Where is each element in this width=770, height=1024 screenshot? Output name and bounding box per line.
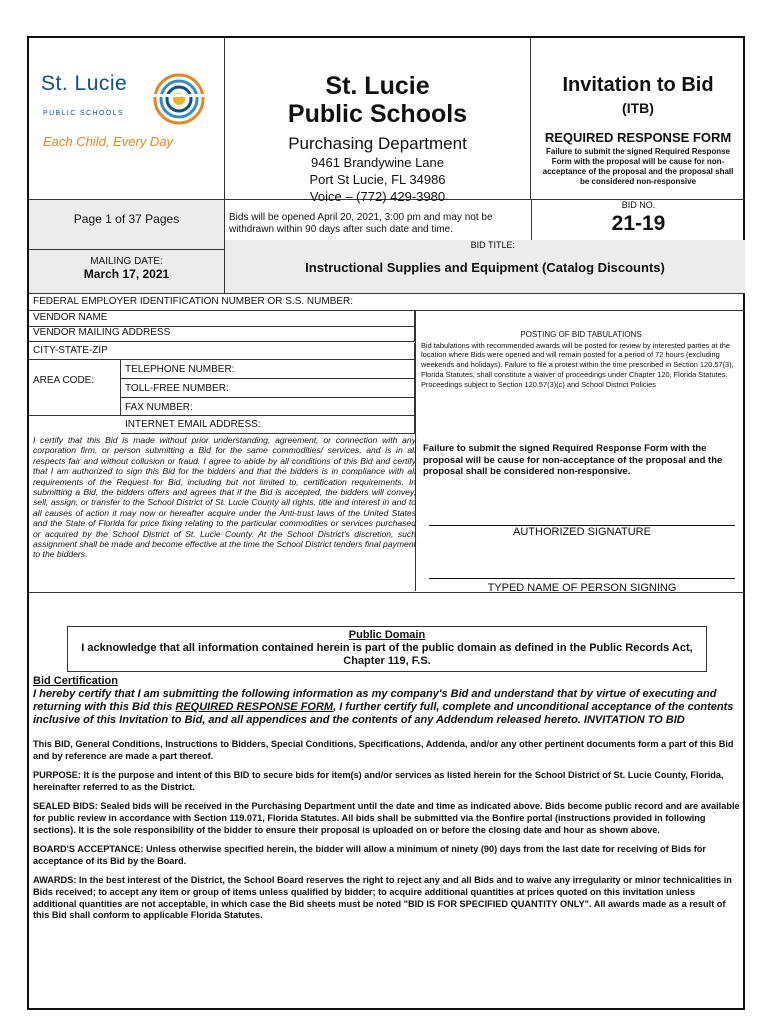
itb-note: Failure to submit the signed Required Response Form with the proposal will be cause for non-acceptance of the proposal and the proposal shall be considered non-responsive xyxy=(542,147,734,186)
posting-notice xyxy=(421,330,741,389)
terms-paragraph-documents: This BID, General Conditions, Instructions to Bidders, Special Conditions, Specifications, Addenda, and/or any other pertinent documents form a part of this Bid and by reference are made a part thereof. xyxy=(33,739,734,761)
org-name-line2: Public Schools xyxy=(287,100,468,128)
bid-number-label: BID NO. xyxy=(621,200,656,210)
mailing-date: March 17, 2021 xyxy=(83,267,170,281)
terms-paragraph-acceptance: BOARD'S ACCEPTANCE: Unless otherwise specified herein, the bidder will allow a minimum of ninety (90) days from the last date for receiving of Bids for acceptance of its Bid by the Board. xyxy=(33,844,706,866)
typed-name-line[interactable] xyxy=(429,578,735,579)
logo-subtitle: PUBLIC SCHOOLS xyxy=(43,110,125,117)
page-count: Page 1 of 37 Pages xyxy=(73,212,180,226)
logo-name: St. Lucie xyxy=(41,72,128,95)
public-domain-heading: Public Domain xyxy=(348,629,426,641)
bid-number: 21-19 xyxy=(611,212,666,235)
organization-cell xyxy=(225,38,531,204)
itb-form-title: REQUIRED RESPONSE FORM xyxy=(544,130,732,145)
posting-text: Bid tabulations with recommended awards will be posted for review by interested parties at the location where Bids were opened and will remain posted for a period of 72 hours (excluding weekends and holidays). Failure to file a protest within the time prescribed in Section 120.57(3), Florida Statutes, shall constitute a waiver of proceedings under Chapter 120, Florida Statutes. Proceedings subject to Section 120.57(3)(c) and School District Policies xyxy=(421,340,734,389)
email-field[interactable]: INTERNET EMAIL ADDRESS: xyxy=(121,416,415,434)
itb-cell xyxy=(531,38,745,200)
section-divider xyxy=(29,592,745,593)
itb-title: Invitation to Bid xyxy=(562,74,714,96)
toll-free-field[interactable]: TOLL-FREE NUMBER: xyxy=(121,379,415,398)
posting-title: POSTING OF BID TABULATIONS xyxy=(520,330,642,339)
area-code-field[interactable]: AREA CODE: xyxy=(29,360,121,416)
org-address2: Port St Lucie, FL 34986 xyxy=(309,172,446,187)
terms-paragraph-purpose: PURPOSE: It is the purpose and intent of this BID to secure bids for item(s) and/or services as listed herein for the School District of St. Lucie County, Florida, hereinafter referred to as the District. xyxy=(33,770,724,792)
failure-notice: Failure to submit the signed Required Response Form with the proposal will be cause for non-acceptance of the proposal and the proposal shall be considered non-responsive. xyxy=(423,443,723,478)
sun-swirl-icon xyxy=(153,72,205,126)
city-state-zip-field[interactable]: CITY-STATE-ZIP xyxy=(29,343,415,360)
public-domain-box xyxy=(67,626,707,672)
itb-abbr: (ITB) xyxy=(622,100,654,116)
bidder-certification-text: I certify that this Bid is made without prior understanding, agreement, or connection with any corporation firm, or person submitting a Bid for the same commodities/ services, and is in all respects fair and without collusion or fraud. I agree to abide by all conditions of this Bid and certify that I am authorized to sign this Bid for the bidders and that the bidders is in compliance with all requirements of the Request for Bid, including but not limited to, certification requirements. In submitting a Bid, the bidders offers and agrees that if the Bid is accepted, the bidders will convey, sell, assign, or transfer to the School District of St. Lucie County all rights, title and interest in and to all causes of action it may now or hereafter acquire under the Anti-trust laws of the United States and the State of Florida for price fixing relating to the particular commodities or services purchased or acquired by the School District of St. Lucie County. At the School District's discretion, such assignment shall be made and become effective at the time the School District tenders final payment to the bidders. xyxy=(33,435,416,560)
terms-body xyxy=(33,675,741,930)
fein-field[interactable]: FEDERAL EMPLOYER IDENTIFICATION NUMBER OR S.S. NUMBER: xyxy=(29,294,745,311)
bid-certification-heading: Bid Certification xyxy=(33,675,118,687)
page-count-cell xyxy=(29,200,225,250)
org-name-line1: St. Lucie xyxy=(325,72,430,100)
bid-title-cell xyxy=(225,240,745,294)
bid-cert-required-form: REQUIRED RESPONSE FORM xyxy=(175,701,334,713)
bid-certification-text xyxy=(33,688,741,727)
mailing-date-cell xyxy=(29,250,225,294)
org-department: Purchasing Department xyxy=(288,134,467,153)
org-name xyxy=(225,72,530,128)
terms-paragraph-sealed-bids: SEALED BIDS: Sealed bids will be received in the Purchasing Department until the date and time as indicated above. Bids become public record and are available for public review in accordance with Section 119.071, Florida Statutes. All bids shall be submitted via the Bonfire portal (instructions provided in following sections). It is the sole responsibility of the bidder to ensure their proposal is uploaded on or before the closing date and hour as shown above. xyxy=(33,801,740,835)
vendor-address-field[interactable]: VENDOR MAILING ADDRESS xyxy=(29,325,415,342)
mailing-date-label: MAILING DATE: xyxy=(90,256,163,267)
bid-cert-text-part2: , I further certify full, complete and unconditional acceptance of the contents inclusive of this Invitation to Bid, and all appendices and the contents of any Addendum released hereto. INVITATION TO BID xyxy=(33,701,734,726)
bid-title: Instructional Supplies and Equipment (Catalog Discounts) xyxy=(305,260,665,275)
logo-cell xyxy=(29,38,225,200)
bid-title-label: BID TITLE: xyxy=(470,240,515,250)
district-logo xyxy=(41,72,213,162)
vendor-name-field[interactable]: VENDOR NAME xyxy=(29,310,415,327)
org-address1: 9461 Brandywine Lane xyxy=(311,155,444,170)
telephone-field[interactable]: TELEPHONE NUMBER: xyxy=(121,360,415,379)
terms-paragraph-awards: AWARDS: In the best interest of the District, the School Board reserves the right to reject any and all Bids and to waive any irregularity or minor technicalities in Bids received; to accept any item or group of items unless qualified by bidder; to acquire additional quantities at prices quoted on this invitation unless additional quantities are not acceptable, in which case the Bid sheets must be noted "BID IS FOR SPECIFIED QUANTITY ONLY". All awards made as a result of this Bid shall conform to applicable Florida Statutes. xyxy=(33,875,732,921)
response-form-page xyxy=(27,36,745,1010)
fax-field[interactable]: FAX NUMBER: xyxy=(121,398,415,416)
typed-name-label: TYPED NAME OF PERSON SIGNING xyxy=(487,582,677,594)
bid-open-text: Bids will be opened April 20, 2021, 3:00 pm and may not be withdrawn within 90 days after such date and time. xyxy=(229,212,493,235)
logo-tagline: Each Child, Every Day xyxy=(43,134,174,149)
public-domain-text: I acknowledge that all information contained herein is part of the public domain as defined in the Public Records Act, Chapter 119, F.S. xyxy=(81,642,693,667)
authorized-signature-label: AUTHORIZED SIGNATURE xyxy=(513,526,651,538)
org-voice: Voice – (772) 429-3980 xyxy=(309,189,446,204)
bid-cert-text-part1: I hereby certify that I am submitting the following information as my company's Bid and understand that by virtue of executing and returning with this Bid this xyxy=(33,688,717,713)
